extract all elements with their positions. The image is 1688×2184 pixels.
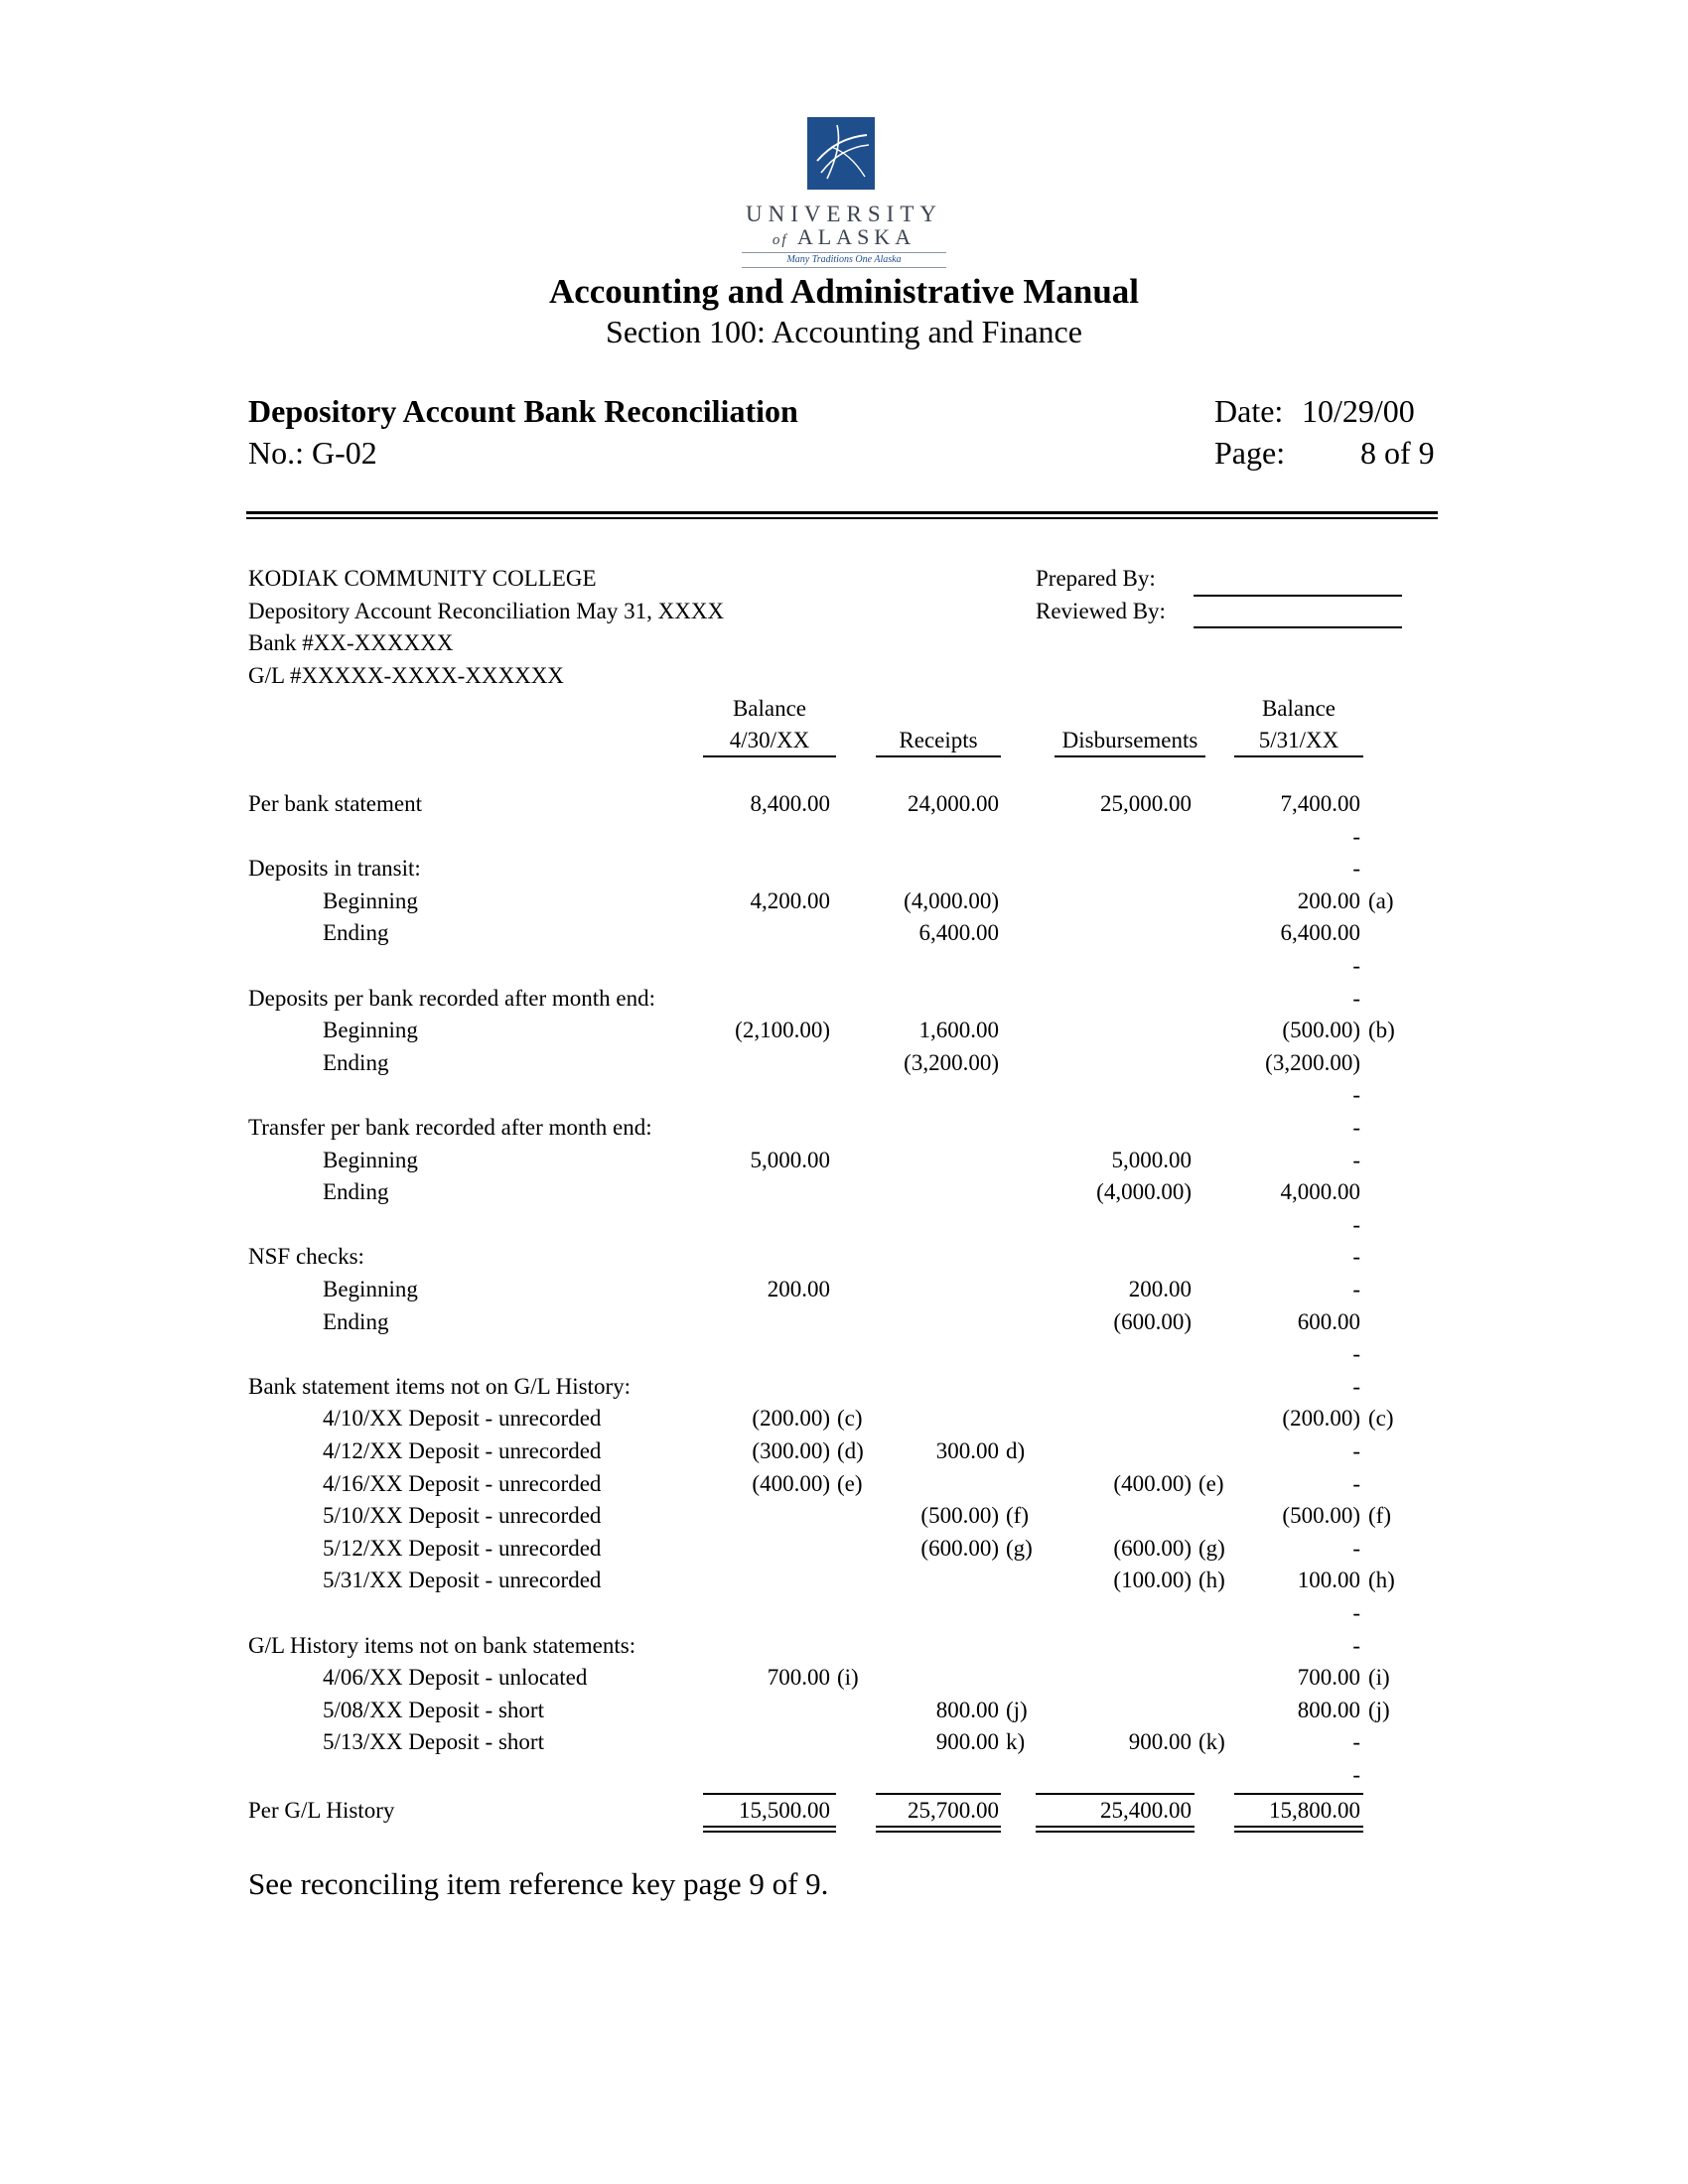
- cell-note-c3: (k): [1198, 1729, 1225, 1755]
- cell-c1: 4,200.00: [750, 887, 830, 913]
- row-label: Deposits in transit:: [248, 856, 421, 882]
- cell-c1: (400.00): [752, 1470, 830, 1496]
- cell-c2: (600.00): [920, 1535, 999, 1561]
- cell-c3: 5,000.00: [1111, 1147, 1192, 1172]
- total-disbursements: 25,400.00: [1100, 1798, 1192, 1823]
- cell-c3: (600.00): [1113, 1308, 1192, 1334]
- page-label: Page:: [1214, 435, 1286, 471]
- col-balance-begin-top: Balance: [732, 696, 807, 721]
- cell-note-c2: d): [1006, 1438, 1026, 1463]
- cell-c2: (500.00): [920, 1503, 999, 1529]
- total-double-underline: [1234, 1826, 1363, 1833]
- cell-c4: -: [1352, 1729, 1360, 1755]
- row-sub-label: 5/08/XX Deposit - short: [323, 1697, 544, 1722]
- cell-c3: (4,000.00): [1096, 1179, 1192, 1205]
- row-sub-label: Beginning: [323, 887, 418, 913]
- logo-rule: [742, 267, 946, 268]
- cell-note-c1: (c): [837, 1406, 863, 1432]
- col-disbursements: Disbursements: [1061, 728, 1198, 752]
- cell-c4: 600.00: [1297, 1308, 1360, 1334]
- cell-c2: 24,000.00: [908, 791, 999, 816]
- column-header-underline: [703, 755, 836, 757]
- cell-c4: (200.00): [1282, 1406, 1360, 1432]
- university-logo-emblem: [807, 117, 875, 190]
- cell-c4: -: [1352, 1341, 1360, 1367]
- date-value: 10/29/00: [1302, 393, 1415, 429]
- row-label: Per bank statement: [248, 791, 423, 816]
- total-rule: [1234, 1793, 1363, 1795]
- cell-c3: (400.00): [1113, 1470, 1192, 1496]
- cell-c4: -: [1352, 1438, 1360, 1463]
- cell-c1: 200.00: [767, 1277, 830, 1301]
- cell-c4: (3,200.00): [1265, 1049, 1360, 1075]
- cell-c2: 900.00: [935, 1729, 999, 1755]
- total-receipts: 25,700.00: [908, 1798, 999, 1823]
- cell-c4: -: [1352, 1373, 1360, 1399]
- row-sub-label: Ending: [323, 920, 389, 946]
- cell-note-c4: (f): [1368, 1503, 1391, 1529]
- row-sub-label: 4/16/XX Deposit - unrecorded: [323, 1470, 602, 1496]
- cell-note-c2: (f): [1006, 1503, 1029, 1529]
- cell-c3: 25,000.00: [1100, 791, 1192, 816]
- footer-note: See reconciling item reference key page 9 of 9.: [248, 1866, 829, 1901]
- logo-alaska-word: ALASKA: [796, 224, 916, 249]
- row-label: NSF checks:: [248, 1244, 364, 1270]
- cell-c1: (300.00): [752, 1438, 830, 1463]
- row-sub-label: 5/12/XX Deposit - unrecorded: [323, 1535, 602, 1561]
- cell-c4: -: [1352, 1762, 1360, 1787]
- col-balance-begin-date: 4/30/XX: [729, 728, 810, 752]
- document-title: Depository Account Bank Reconciliation: [248, 393, 798, 429]
- cell-c4: -: [1352, 856, 1360, 882]
- section-title: Section 100: Accounting and Finance: [606, 314, 1082, 349]
- cell-c4: -: [1352, 1535, 1360, 1561]
- cell-c2: (3,200.00): [904, 1049, 999, 1075]
- cell-c3: (600.00): [1113, 1535, 1192, 1561]
- cell-c2: (4,000.00): [904, 887, 999, 913]
- cell-note-c3: (g): [1198, 1535, 1225, 1561]
- logo-swirl-icon: [807, 117, 875, 190]
- cell-c4: -: [1352, 1115, 1360, 1140]
- cell-c4: -: [1352, 953, 1360, 978]
- cell-c4: 200.00: [1297, 887, 1360, 913]
- cell-c4: 100.00: [1297, 1568, 1360, 1593]
- header-divider: [246, 511, 1438, 514]
- column-header-underline: [1234, 755, 1363, 757]
- total-rule: [703, 1793, 836, 1795]
- reviewed-by-signature-line[interactable]: [1194, 626, 1402, 628]
- sheet-title: Depository Account Reconciliation May 31, XXXX: [248, 599, 725, 623]
- row-sub-label: 5/13/XX Deposit - short: [323, 1729, 544, 1755]
- cell-c4: -: [1352, 985, 1360, 1011]
- cell-note-c2: (g): [1006, 1535, 1033, 1561]
- row-sub-label: Beginning: [323, 1018, 418, 1043]
- row-sub-label: Ending: [323, 1049, 389, 1075]
- prepared-by-label: Prepared By:: [1036, 566, 1156, 591]
- cell-c4: -: [1352, 1244, 1360, 1270]
- gl-number: G/L #XXXXX-XXXX-XXXXXX: [248, 663, 564, 688]
- cell-c4: -: [1352, 1600, 1360, 1625]
- logo-tagline: Many Traditions One Alaska: [786, 254, 902, 265]
- cell-note-c4: (c): [1368, 1406, 1394, 1432]
- cell-note-c4: (j): [1368, 1697, 1390, 1722]
- cell-c4: -: [1352, 1277, 1360, 1301]
- cell-c1: (200.00): [752, 1406, 830, 1432]
- prepared-by-signature-line[interactable]: [1194, 595, 1402, 597]
- column-header-underline: [876, 755, 1001, 757]
- cell-c1: 700.00: [767, 1665, 830, 1691]
- cell-c4: 4,000.00: [1280, 1179, 1360, 1205]
- total-balance-begin: 15,500.00: [739, 1798, 830, 1823]
- cell-c3: 200.00: [1128, 1277, 1192, 1301]
- cell-note-c4: (h): [1368, 1568, 1395, 1593]
- cell-note-c1: (i): [837, 1665, 859, 1691]
- cell-note-c1: (d): [837, 1438, 864, 1463]
- col-receipts: Receipts: [899, 728, 978, 752]
- row-label: Transfer per bank recorded after month end:: [248, 1115, 652, 1140]
- row-sub-label: Beginning: [323, 1277, 418, 1301]
- cell-note-c3: (h): [1198, 1568, 1225, 1593]
- manual-title: Accounting and Administrative Manual: [548, 272, 1140, 311]
- cell-c2: 800.00: [935, 1697, 999, 1722]
- cell-note-c1: (e): [837, 1470, 863, 1496]
- row-sub-label: Beginning: [323, 1147, 418, 1172]
- cell-c1: 8,400.00: [750, 791, 830, 816]
- page-number: 8 of 9: [1360, 435, 1435, 471]
- cell-c4: -: [1352, 1211, 1360, 1237]
- cell-c1: 5,000.00: [750, 1147, 830, 1172]
- org-name: KODIAK COMMUNITY COLLEGE: [248, 566, 597, 591]
- reviewed-by-label: Reviewed By:: [1036, 599, 1166, 623]
- date-label: Date:: [1214, 393, 1284, 429]
- cell-c2: 6,400.00: [918, 920, 999, 946]
- column-header-underline: [1055, 755, 1205, 757]
- row-sub-label: 4/06/XX Deposit - unlocated: [323, 1665, 588, 1691]
- row-sub-label: Ending: [323, 1308, 389, 1334]
- logo-rule: [742, 252, 946, 253]
- total-label: Per G/L History: [248, 1798, 395, 1823]
- cell-c4: 7,400.00: [1280, 791, 1360, 816]
- logo-of-text: of: [772, 232, 788, 248]
- cell-note-c4: (a): [1368, 887, 1394, 913]
- row-label: Deposits per bank recorded after month end:: [248, 985, 656, 1011]
- cell-note-c3: (e): [1198, 1470, 1224, 1496]
- cell-note-c4: (b): [1368, 1018, 1395, 1043]
- col-balance-end-date: 5/31/XX: [1258, 728, 1339, 752]
- cell-c4: -: [1352, 1082, 1360, 1108]
- cell-c3: 900.00: [1128, 1729, 1192, 1755]
- cell-note-c2: k): [1006, 1729, 1026, 1755]
- cell-c2: 300.00: [935, 1438, 999, 1463]
- total-rule: [876, 1793, 1001, 1795]
- row-sub-label: 5/31/XX Deposit - unrecorded: [323, 1568, 602, 1593]
- row-sub-label: 4/10/XX Deposit - unrecorded: [323, 1406, 602, 1432]
- cell-c4: 6,400.00: [1280, 920, 1360, 946]
- header-divider: [246, 517, 1438, 519]
- cell-c4: -: [1352, 823, 1360, 849]
- total-rule: [1036, 1793, 1195, 1795]
- cell-c3: (100.00): [1113, 1568, 1192, 1593]
- total-double-underline: [876, 1826, 1001, 1833]
- cell-c4: (500.00): [1282, 1018, 1360, 1043]
- row-sub-label: 5/10/XX Deposit - unrecorded: [323, 1503, 602, 1529]
- cell-c4: -: [1352, 1632, 1360, 1658]
- logo-alaska-text: [635, 224, 1053, 250]
- row-sub-label: Ending: [323, 1179, 389, 1205]
- cell-note-c2: (j): [1006, 1697, 1028, 1722]
- cell-c4: (500.00): [1282, 1503, 1360, 1529]
- cell-c4: -: [1352, 1470, 1360, 1496]
- document-number: No.: G-02: [248, 435, 377, 471]
- cell-c4: 800.00: [1297, 1697, 1360, 1722]
- total-double-underline: [703, 1826, 836, 1833]
- row-sub-label: 4/12/XX Deposit - unrecorded: [323, 1438, 602, 1463]
- cell-c1: (2,100.00): [735, 1018, 830, 1043]
- total-balance-end: 15,800.00: [1269, 1798, 1360, 1823]
- cell-c2: 1,600.00: [918, 1018, 999, 1043]
- col-balance-end-top: Balance: [1261, 696, 1336, 721]
- cell-note-c4: (i): [1368, 1665, 1390, 1691]
- row-label: Bank statement items not on G/L History:: [248, 1373, 631, 1399]
- total-double-underline: [1036, 1826, 1195, 1833]
- logo-university-text: UNIVERSITY: [746, 202, 942, 226]
- cell-c4: -: [1352, 1147, 1360, 1172]
- row-label: G/L History items not on bank statements:: [248, 1632, 636, 1658]
- bank-number: Bank #XX-XXXXXX: [248, 630, 454, 655]
- cell-c4: 700.00: [1297, 1665, 1360, 1691]
